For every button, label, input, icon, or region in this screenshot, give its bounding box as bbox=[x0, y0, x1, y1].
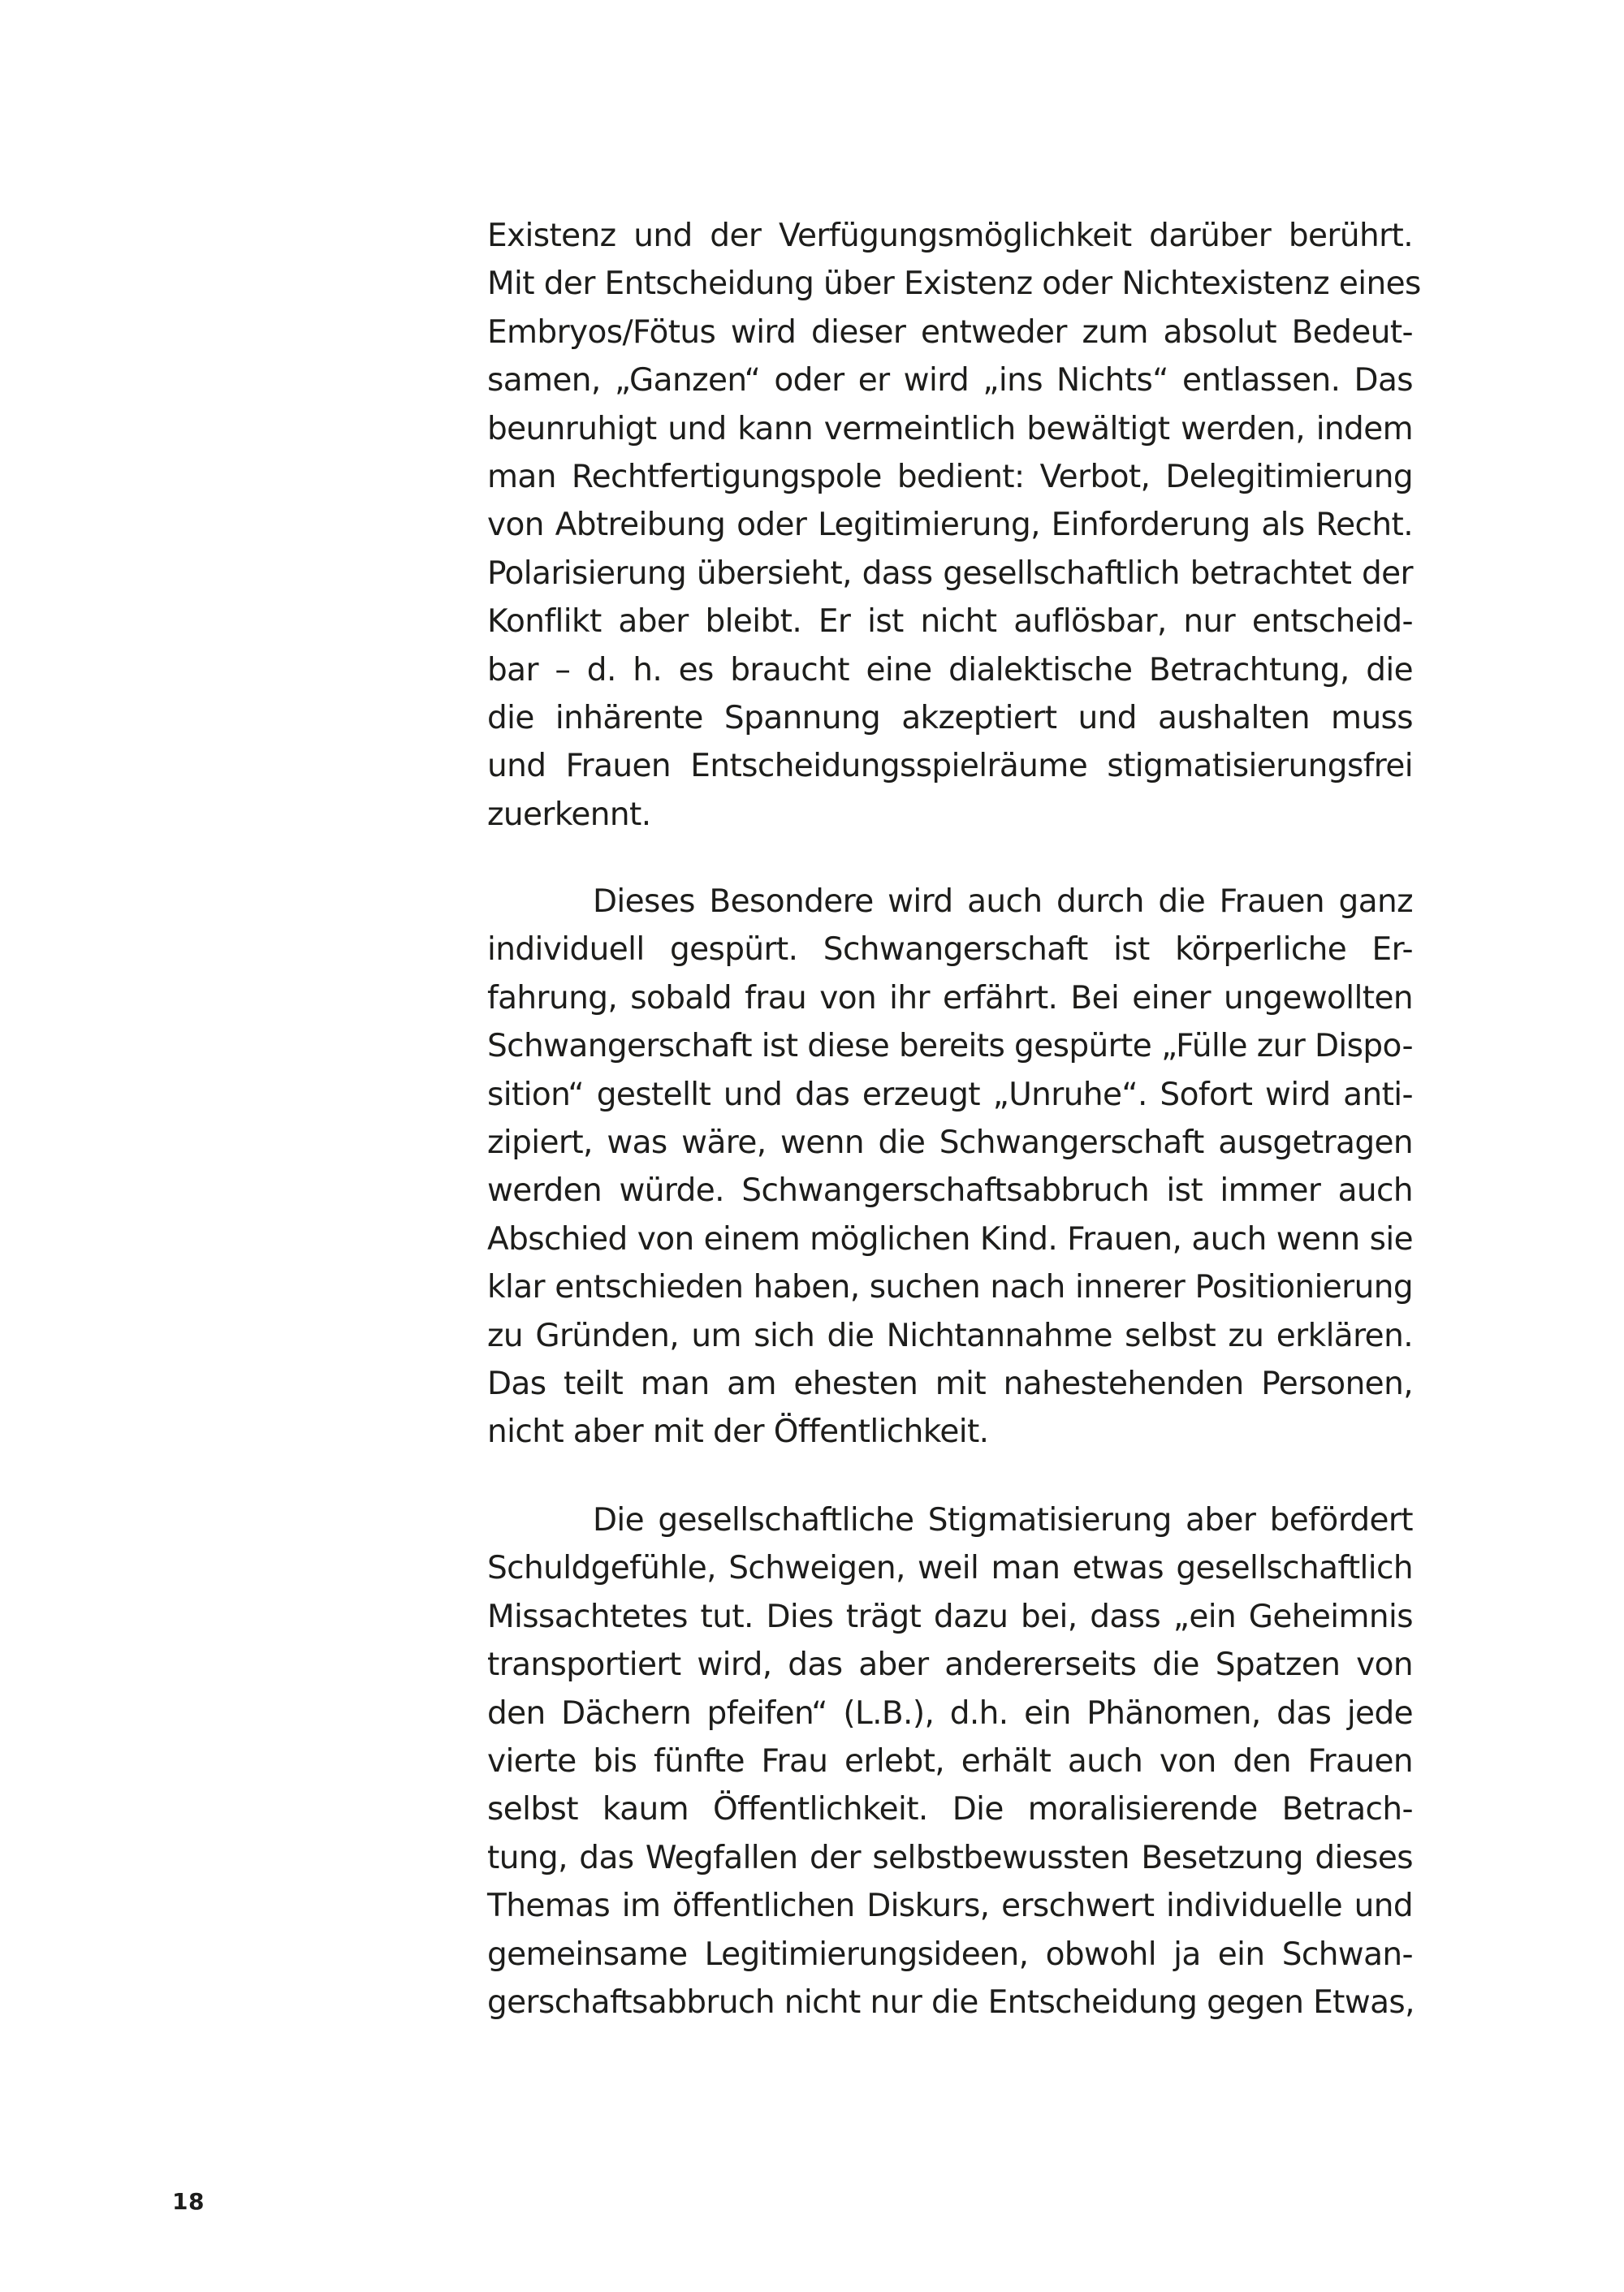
text-line: Missachtetes tut. Dies trägt dazu bei, dass „ein Geheimnis bbox=[487, 1598, 1413, 1635]
text-line: beunruhigt und kann vermeintlich bewältigt werden, indem bbox=[487, 410, 1413, 447]
text-line: Schuldgefühle, Schweigen, weil man etwas gesellschaftlich bbox=[487, 1550, 1413, 1587]
text-line: Dieses Besondere wird auch durch die Frauen ganz bbox=[593, 883, 1413, 920]
text-line: Das teilt man am ehesten mit nahestehenden Personen, bbox=[487, 1365, 1413, 1402]
text-line: die inhärente Spannung akzeptiert und aushalten muss bbox=[487, 699, 1413, 736]
text-line: Themas im öffentlichen Diskurs, erschwert individuelle und bbox=[487, 1888, 1413, 1925]
text-line: zu Gründen, um sich die Nichtannahme selbst zu erklären. bbox=[487, 1317, 1413, 1354]
text-line: zuerkennt. bbox=[487, 796, 651, 833]
text-line: samen, „Ganzen“ oder er wird „ins Nichts“ entlassen. Das bbox=[487, 362, 1413, 399]
text-line: bar – d. h. es braucht eine dialektische Betrachtung, die bbox=[487, 651, 1413, 688]
text-line: Existenz und der Verfügungsmöglichkeit darüber berührt. bbox=[487, 218, 1413, 254]
text-line: zipiert, was wäre, wenn die Schwangerschaft ausgetragen bbox=[487, 1124, 1413, 1161]
text-line: Embryos/Fötus wird dieser entweder zum absolut Bedeut- bbox=[487, 313, 1413, 351]
paragraph-2 bbox=[487, 878, 1413, 1457]
text-line: den Dächern pfeifen“ (L.B.), d.h. ein Phänomen, das jede bbox=[487, 1694, 1413, 1732]
text-line: und Frauen Entscheidungsspielräume stigmatisierungsfrei bbox=[487, 748, 1413, 785]
text-line: Konflikt aber bleibt. Er ist nicht auflösbar, nur entscheid- bbox=[487, 603, 1413, 641]
text-line: tung, das Wegfallen der selbstbewussten Besetzung dieses bbox=[487, 1839, 1413, 1876]
text-line: vierte bis fünfte Frau erlebt, erhält auch von den Frauen bbox=[487, 1742, 1413, 1780]
text-line: individuell gespürt. Schwangerschaft ist körperliche Er- bbox=[487, 931, 1413, 969]
text-line: sition“ gestellt und das erzeugt „Unruhe“. Sofort wird anti- bbox=[487, 1076, 1413, 1113]
text-line: klar entschieden haben, suchen nach innerer Positionierung bbox=[487, 1269, 1413, 1306]
text-line: Die gesellschaftliche Stigmatisierung aber befördert bbox=[593, 1502, 1413, 1539]
text-line: gerschaftsabbruch nicht nur die Entscheidung gegen Etwas, bbox=[487, 1983, 1415, 2021]
text-line: gemeinsame Legitimierungsideen, obwohl ja ein Schwan- bbox=[487, 1936, 1413, 1973]
text-line: Abschied von einem möglichen Kind. Frauen, auch wenn sie bbox=[487, 1220, 1413, 1258]
text-line: von Abtreibung oder Legitimierung, Einforderung als Recht. bbox=[487, 507, 1413, 544]
text-line: werden würde. Schwangerschaftsabbruch ist immer auch bbox=[487, 1172, 1413, 1210]
paragraph-1 bbox=[487, 212, 1421, 839]
text-line: Polarisierung übersieht, dass gesellschaftlich betrachtet der bbox=[487, 555, 1413, 592]
text-line: selbst kaum Öffentlichkeit. Die moralisierende Betrach- bbox=[487, 1791, 1413, 1828]
text-line: Mit der Entscheidung über Existenz oder Nichtexistenz eines bbox=[487, 265, 1421, 303]
page-number: 18 bbox=[172, 2188, 205, 2215]
text-line: man Rechtfertigungspole bedient: Verbot, Delegitimierung bbox=[487, 458, 1413, 495]
paragraph-3 bbox=[487, 1496, 1413, 2027]
text-line: Schwangerschaft ist diese bereits gespürte „Fülle zur Dispo- bbox=[487, 1028, 1413, 1065]
text-line: nicht aber mit der Öffentlichkeit. bbox=[487, 1414, 989, 1451]
text-line: fahrung, sobald frau von ihr erfährt. Bei einer ungewollten bbox=[487, 979, 1413, 1017]
text-line: transportiert wird, das aber andererseits die Spatzen von bbox=[487, 1647, 1413, 1684]
